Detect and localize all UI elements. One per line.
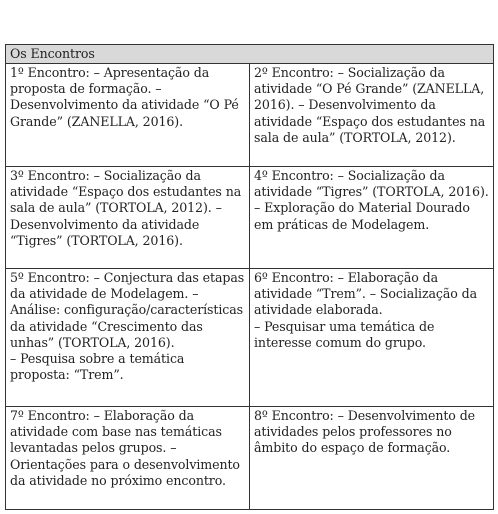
table-header: Os Encontros xyxy=(6,45,494,64)
encounter-6-cell xyxy=(250,269,494,407)
encounter-1-text: 1º Encontro: – Apresentação da proposta de formação. – Desenvolvimento da atividade “O Pé Grande” (ZANELLA, 2016). xyxy=(10,65,239,129)
encounter-2-cell xyxy=(250,64,494,167)
table-row xyxy=(6,407,494,510)
table-header-row xyxy=(6,45,494,64)
encounter-5-text: 5º Encontro: – Conjectura das etapas da atividade de Modelagem. – Análise: configuração/características da atividade “Crescimento das unhas” (TORTOLA, 2016). – Pesquisa sobre a temática proposta: “Trem”. xyxy=(10,270,245,383)
encounter-8-cell xyxy=(250,407,494,510)
encounter-7-text: 7º Encontro: – Elaboração da atividade com base nas temáticas levantadas pelos grupos. – Orientações para o desenvolvimento da atividade no próximo encontro. xyxy=(10,408,240,488)
encounter-6-text: 6º Encontro: – Elaboração da atividade “Trem”. – Socialização da atividade elaborada. – Pesquisar uma temática de interesse comum do grupo. xyxy=(254,270,478,350)
table-row xyxy=(6,269,494,407)
encounter-4-text: 4º Encontro: – Socialização da atividade “Tigres” (TORTOLA, 2016). – Exploração do Material Dourado em práticas de Modelagem. xyxy=(254,168,489,232)
encounter-1-cell xyxy=(6,64,250,167)
encounter-3-cell xyxy=(6,167,250,269)
encounter-2-text: 2º Encontro: – Socialização da atividade “O Pé Grande” (ZANELLA, 2016). – Desenvolvimento da atividade “Espaço dos estudantes na sala de aula” (TORTOLA, 2012). xyxy=(254,65,486,145)
encounters-table xyxy=(5,44,494,510)
table-row xyxy=(6,167,494,269)
encounter-3-text: 3º Encontro: – Socialização da atividade “Espaço dos estudantes na sala de aula” (TORTOLA, 2012). – Desenvolvimento da atividade “Tigres” (TORTOLA, 2016). xyxy=(10,168,242,248)
encounter-5-cell xyxy=(6,269,250,407)
table-row xyxy=(6,64,494,167)
encounter-7-cell xyxy=(6,407,250,510)
encounter-8-text: 8º Encontro: – Desenvolvimento de atividades pelos professores no âmbito do espaço de formação. xyxy=(254,408,476,456)
encounter-4-cell xyxy=(250,167,494,269)
